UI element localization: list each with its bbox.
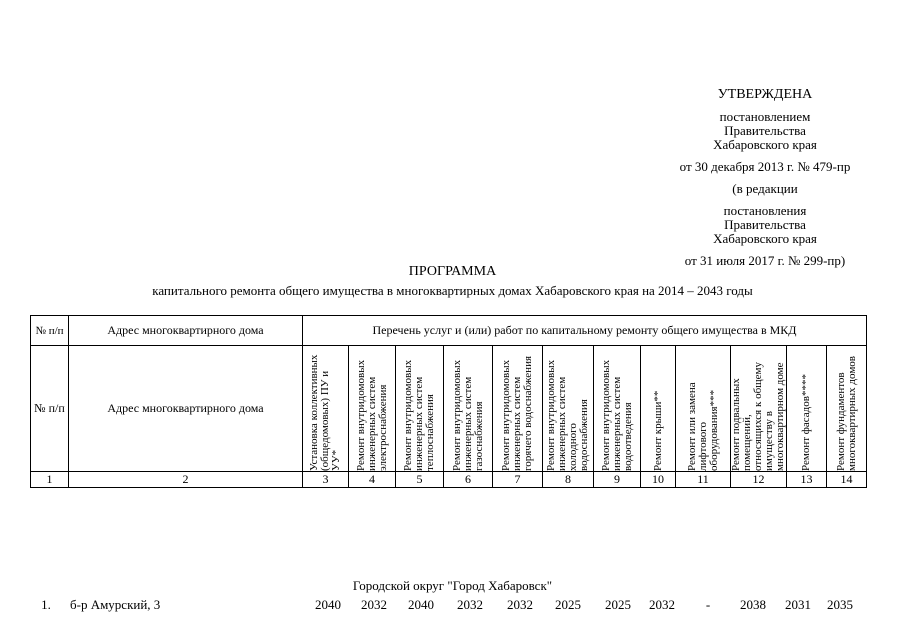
approval-line: Хабаровского края xyxy=(713,137,817,152)
column-number: 8 xyxy=(543,472,594,488)
column-number: 14 xyxy=(827,472,867,488)
approval-line: постановлением xyxy=(719,109,811,124)
row-value: 2038 xyxy=(740,597,766,612)
header-works: Перечень услуг и (или) работ по капитальному ремонту общего имущества в МКД xyxy=(303,316,867,346)
column-header: Ремонт подвальных помещений, относящихся к общему имуществу в многоквартирном доме xyxy=(731,346,787,472)
column-number: 5 xyxy=(396,472,444,488)
column-header: Установка коллективных (общедомовых) ПУ и УУ* xyxy=(303,346,349,472)
row-value: 2032 xyxy=(649,597,675,612)
column-numbers-row xyxy=(31,472,867,488)
document-title: ПРОГРАММА xyxy=(408,264,497,279)
column-header: Ремонт или замена лифтового оборудования*** xyxy=(676,346,731,472)
row-value: 2025 xyxy=(555,597,581,612)
column-number: 13 xyxy=(787,472,827,488)
approval-line: (в редакции xyxy=(732,181,798,196)
column-number: 2 xyxy=(69,472,303,488)
approval-line: Правительства xyxy=(724,217,806,232)
column-number: 9 xyxy=(594,472,641,488)
column-header: Ремонт внутридомовых инженерных систем горячего водоснабжения xyxy=(493,346,543,472)
column-header: Ремонт внутридомовых инженерных систем электроснабжения xyxy=(349,346,396,472)
row-value: 2040 xyxy=(408,597,434,612)
column-header: Ремонт крыши** xyxy=(641,346,676,472)
column-number: 7 xyxy=(493,472,543,488)
approval-date: от 31 июля 2017 г. № 299-пр) xyxy=(684,253,846,268)
row-value: 2040 xyxy=(315,597,341,612)
district-heading: Городской округ "Город Хабаровск" xyxy=(352,578,553,593)
row-value: 2032 xyxy=(457,597,483,612)
column-header: Ремонт внутридомовых инженерных систем газоснабжения xyxy=(444,346,493,472)
approval-line: Хабаровского края xyxy=(713,231,817,246)
header-num: № п/п xyxy=(31,316,69,346)
approval-date: от 30 декабря 2013 г. № 479-пр xyxy=(679,159,851,174)
row-number: 1. xyxy=(41,597,51,612)
column-number: 3 xyxy=(303,472,349,488)
document-subtitle: капитального ремонта общего имущества в многоквартирных домах Хабаровского края на 2014 – 2043 годы xyxy=(152,283,753,298)
approval-line: Правительства xyxy=(724,123,806,138)
header-address: Адрес многоквартирного дома xyxy=(69,316,303,346)
row-value: 2032 xyxy=(507,597,533,612)
column-number: 12 xyxy=(731,472,787,488)
row-value: 2025 xyxy=(605,597,631,612)
column-number: 4 xyxy=(349,472,396,488)
program-table xyxy=(30,315,867,488)
column-number: 11 xyxy=(676,472,731,488)
approval-line: постановления xyxy=(723,203,807,218)
subheader-address: Адрес многоквартирного дома xyxy=(69,346,303,472)
row-value: 2035 xyxy=(827,597,853,612)
approval-block xyxy=(665,88,865,276)
column-number: 6 xyxy=(444,472,493,488)
row-value: 2032 xyxy=(361,597,387,612)
row-value: - xyxy=(705,597,711,612)
column-header: Ремонт фасадов**** xyxy=(787,346,827,472)
column-header: Ремонт внутридомовых инженерных систем холодного водоснабжения xyxy=(543,346,594,472)
column-header: Ремонт внутридомовых инженерных систем теплоснабжения xyxy=(396,346,444,472)
column-number: 1 xyxy=(31,472,69,488)
row-address: б-р Амурский, 3 xyxy=(70,597,161,612)
column-number: 10 xyxy=(641,472,676,488)
column-header: Ремонт фундаментов многоквартирных домов xyxy=(827,346,867,472)
approval-heading: УТВЕРЖДЕНА xyxy=(717,87,813,102)
subheader-num: № п/п xyxy=(31,346,69,472)
column-header: Ремонт внутридомовых инженерных систем водоотведения xyxy=(594,346,641,472)
row-value: 2031 xyxy=(785,597,811,612)
